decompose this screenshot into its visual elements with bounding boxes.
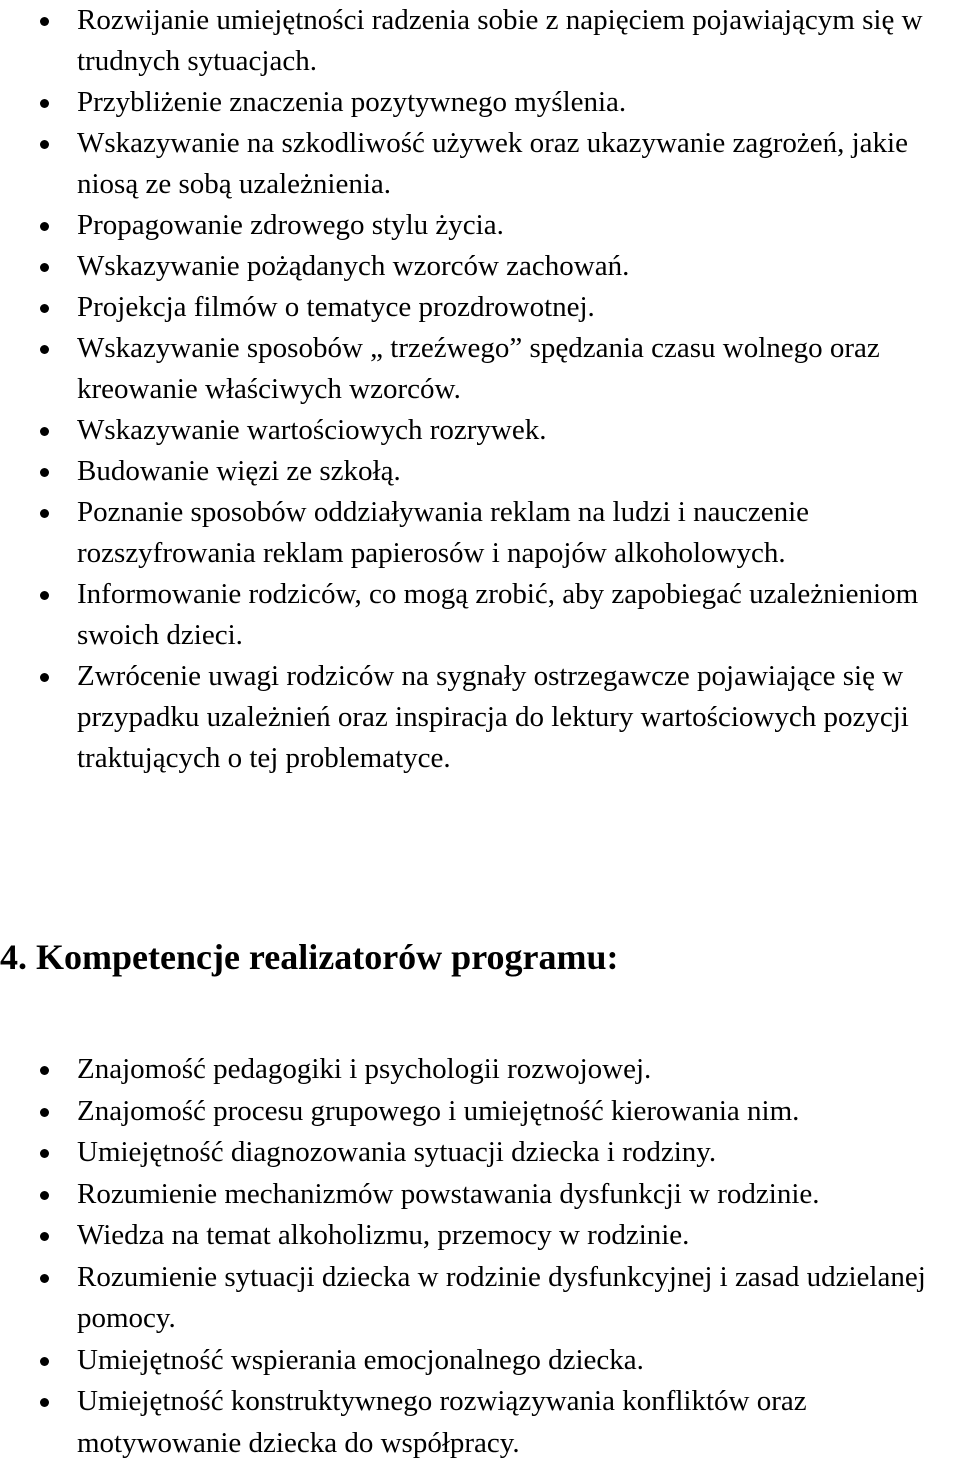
list-item-text: Umiejętność wspierania emocjonalnego dziecka. [77,1343,644,1376]
list-item-text: Wskazywanie pożądanych wzorców zachowań. [77,250,630,282]
list-item [0,328,960,410]
competencies-list [0,1049,960,1464]
bullet-icon [40,1108,49,1117]
list-item-text: Umiejętność konstruktywnego rozwiązywania konfliktów oraz motywowanie dziecka do współpracy. [77,1385,807,1459]
list-item-text: Rozumienie mechanizmów powstawania dysfunkcji w rodzinie. [77,1177,820,1210]
bullet-icon [40,222,49,231]
list-item-text: Przybliżenie znaczenia pozytywnego myślenia. [77,86,627,118]
bullet-icon [40,468,49,477]
bullet-icon [40,304,49,313]
list-item-text: Rozumienie sytuacji dziecka w rodzinie dysfunkcyjnej i zasad udzielanej pomocy. [77,1260,926,1334]
list-item [0,492,960,574]
list-item [0,656,960,779]
bullet-icon [40,1232,49,1241]
bullet-icon [40,427,49,436]
list-item [0,1132,960,1174]
list-item [0,1049,960,1091]
bullet-icon [40,591,49,600]
list-item [0,1381,960,1464]
list-item-text: Umiejętność diagnozowania sytuacji dziecka i rodziny. [77,1136,717,1168]
list-item-text: Projekcja filmów o tematyce prozdrowotnej. [77,291,595,323]
bullet-icon [40,263,49,272]
list-item [0,1174,960,1216]
list-item [0,246,960,287]
list-item-text: Budowanie więzi ze szkołą. [77,455,401,487]
list-item [0,1257,960,1340]
list-item-text: Informowanie rodziców, co mogą zrobić, aby zapobiegać uzależnieniom swoich dzieci. [77,578,919,651]
list-item-text: Wskazywanie sposobów „ trzeźwego” spędzania czasu wolnego oraz kreowanie właściwych wzorców. [77,332,880,405]
list-item-text: Rozwijanie umiejętności radzenia sobie z napięciem pojawiającym się w trudnych sytuacjach. [77,4,923,77]
bullet-icon [40,1274,49,1283]
list-item [0,1215,960,1257]
bullet-icon [40,1191,49,1200]
list-item [0,451,960,492]
list-item [0,1340,960,1382]
bullet-icon [40,673,49,682]
list-item-text: Poznanie sposobów oddziaływania reklam na ludzi i nauczenie rozszyfrowania reklam papierosów i napojów alkoholowych. [77,496,810,569]
bullet-icon [40,1398,49,1407]
list-item-text: Wskazywanie na szkodliwość używek oraz ukazywanie zagrożeń, jakie niosą ze sobą uzależnienia. [77,127,908,200]
bullet-icon [40,1149,49,1158]
list-item-text: Znajomość pedagogiki i psychologii rozwojowej. [77,1053,652,1085]
list-item [0,1091,960,1133]
bullet-icon [40,345,49,354]
list-item-text: Wskazywanie wartościowych rozrywek. [77,414,547,446]
list-item-text: Zwrócenie uwagi rodziców na sygnały ostrzegawcze pojawiające się w przypadku uzależnień oraz inspiracja do lektury wartościowych pozycji traktujących o tej problematyce. [77,660,909,774]
bullet-icon [40,1066,49,1075]
list-item [0,287,960,328]
list-item-text: Znajomość procesu grupowego i umiejętność kierowania nim. [77,1094,800,1127]
section-heading: 4. Kompetencje realizatorów programu: [0,937,619,977]
list-item-text: Propagowanie zdrowego stylu życia. [77,209,504,241]
list-item [0,82,960,123]
list-item [0,123,960,205]
list-item-text: Wiedza na temat alkoholizmu, przemocy w rodzinie. [77,1219,690,1251]
bullet-icon [40,140,49,149]
list-item [0,410,960,451]
list-item [0,0,960,82]
bullet-icon [40,99,49,108]
bullet-icon [40,17,49,26]
list-item [0,574,960,656]
list-item [0,205,960,246]
bullet-icon [40,1357,49,1366]
bullet-icon [40,509,49,518]
